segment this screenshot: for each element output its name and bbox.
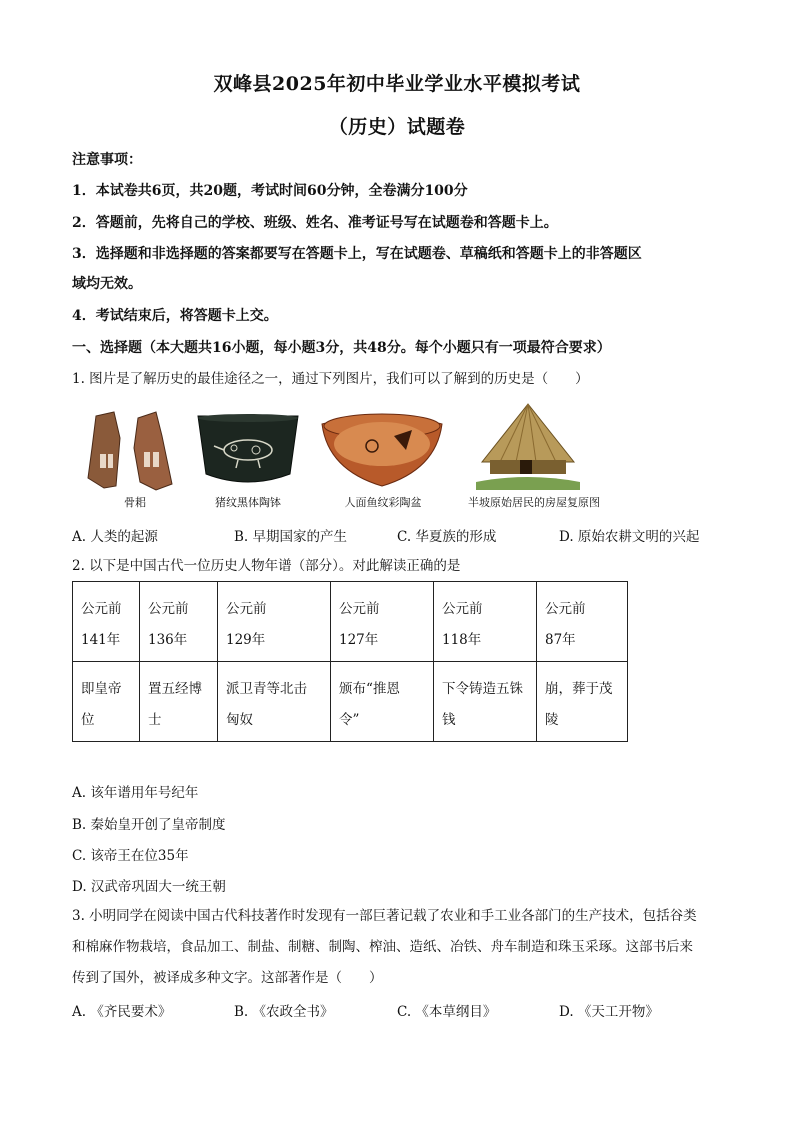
cell-text: 141年 <box>81 632 121 648</box>
cell-text: 公元前 <box>226 601 267 617</box>
table-cell <box>331 662 434 742</box>
q2-option-a: A. 该年谱用年号纪年 <box>72 785 199 801</box>
q3-option-d: D. 《天工开物》 <box>559 1004 659 1020</box>
exam-title: 双峰县2025年初中毕业学业水平模拟考试 <box>213 73 581 95</box>
cell-text: 钱 <box>442 712 456 728</box>
cell-text: 129年 <box>226 632 266 648</box>
q3-option-b: B. 《农政全书》 <box>234 1004 334 1020</box>
table-cell <box>218 662 331 742</box>
question-2-stem: 2. 以下是中国古代一位历史人物年谱（部分）。对此解读正确的是 <box>72 558 461 574</box>
cell-text: 颁布“推恩 <box>339 681 400 697</box>
table-cell <box>537 582 628 662</box>
banpo-house-image <box>476 402 580 490</box>
cell-text: 87年 <box>545 632 576 648</box>
notes-item: 4．考试结束后，将答题卡上交。 <box>72 308 278 324</box>
table-cell <box>73 662 140 742</box>
cell-text: 位 <box>81 712 95 728</box>
question-1-stem: 1. 图片是了解历史的最佳途径之一，通过下列图片，我们可以了解到的历史是（ ） <box>72 371 589 387</box>
cell-text: 118年 <box>442 632 482 648</box>
exam-subtitle: （历史）试题卷 <box>328 116 466 138</box>
image-caption: 猪纹黑体陶钵 <box>215 496 281 509</box>
table-cell <box>434 662 537 742</box>
q3-option-a: A. 《齐民要术》 <box>72 1004 172 1020</box>
q1-option-b: B. 早期国家的产生 <box>234 529 348 545</box>
cell-text: 127年 <box>339 632 379 648</box>
image-caption: 骨耜 <box>124 496 146 509</box>
notes-item: 域均无效。 <box>72 276 142 292</box>
cell-text: 派卫青等北击 <box>226 681 307 697</box>
q2-option-c: C. 该帝王在位35年 <box>72 848 189 864</box>
painted-pottery-basin-image <box>320 410 444 490</box>
cell-text: 136年 <box>148 632 188 648</box>
table-cell <box>218 582 331 662</box>
q1-option-a: A. 人类的起源 <box>72 529 158 545</box>
cell-text: 下令铸造五铢 <box>442 681 523 697</box>
question-3-stem-line: 3. 小明同学在阅读中国古代科技著作时发现有一部巨著记载了农业和手工业各部门的生产技术，包括谷类 <box>72 908 697 924</box>
chronology-table <box>72 581 628 742</box>
notes-heading: 注意事项： <box>72 152 142 168</box>
cell-text: 公元前 <box>339 601 380 617</box>
question-3-stem-line: 传到了国外，被译成多种文字。这部著作是（ ） <box>72 970 383 986</box>
table-cell <box>434 582 537 662</box>
cell-text: 公元前 <box>545 601 586 617</box>
table-cell <box>331 582 434 662</box>
cell-text: 公元前 <box>81 601 122 617</box>
table-cell <box>73 582 140 662</box>
q1-option-c: C. 华夏族的形成 <box>397 529 497 545</box>
image-caption: 人面鱼纹彩陶盆 <box>344 496 422 509</box>
cell-text: 即皇帝 <box>81 681 122 697</box>
notes-item: 3．选择题和非选择题的答案都要写在答题卡上，写在试题卷、草稿纸和答题卡上的非答题区 <box>72 246 642 262</box>
pig-pottery-bowl-image <box>194 410 302 490</box>
notes-item: 1．本试卷共6页，共20题，考试时间60分钟，全卷满分100分 <box>72 183 468 199</box>
section-heading: 一、选择题（本大题共16小题，每小题3分，共48分。每个小题只有一项最符合要求） <box>72 340 611 356</box>
table-row <box>73 662 628 742</box>
cell-text: 匈奴 <box>226 712 253 728</box>
table-cell <box>140 662 218 742</box>
image-caption: 半坡原始居民的房屋复原图 <box>468 496 600 509</box>
cell-text: 陵 <box>545 712 559 728</box>
q2-option-d: D. 汉武帝巩固大一统王朝 <box>72 879 226 895</box>
cell-text: 置五经博 <box>148 681 202 697</box>
q3-option-c: C. 《本草纲目》 <box>397 1004 497 1020</box>
cell-text: 士 <box>148 712 162 728</box>
bone-spade-image <box>80 408 184 492</box>
cell-text: 令” <box>339 712 360 728</box>
cell-text: 公元前 <box>148 601 189 617</box>
cell-text: 公元前 <box>442 601 483 617</box>
table-row <box>73 582 628 662</box>
q1-option-d: D. 原始农耕文明的兴起 <box>559 529 700 545</box>
table-cell <box>537 662 628 742</box>
cell-text: 崩，葬于茂 <box>545 681 613 697</box>
question-3-stem-line: 和棉麻作物栽培，食品加工、制盐、制糖、制陶、榨油、造纸、冶铁、舟车制造和珠玉采琢。这部书后来 <box>72 939 693 955</box>
notes-item: 2．答题前，先将自己的学校、班级、姓名、准考证号写在试题卷和答题卡上。 <box>72 215 558 231</box>
table-cell <box>140 582 218 662</box>
q2-option-b: B. 秦始皇开创了皇帝制度 <box>72 817 226 833</box>
